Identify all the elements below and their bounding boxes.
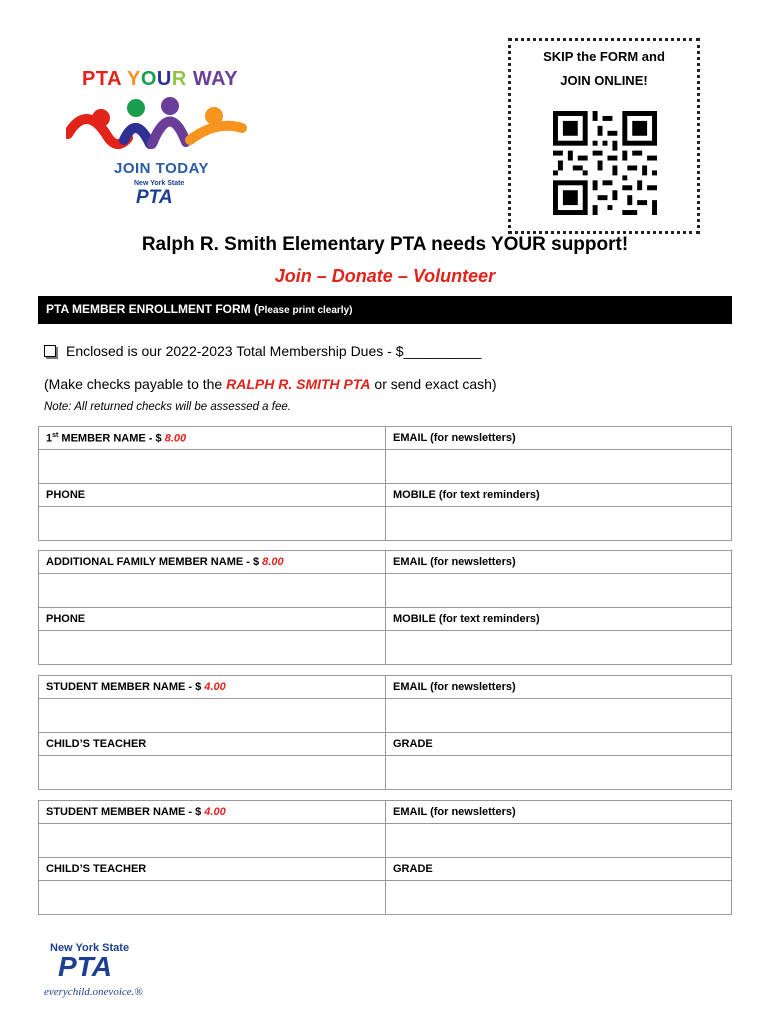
member-section-4 [38, 800, 732, 915]
qr-line-1: SKIP the FORM and [543, 49, 665, 64]
footer-state-text: New York State [50, 942, 130, 954]
teacher-field[interactable] [39, 756, 386, 790]
pta-your-way-logo [60, 60, 260, 220]
people-figures-icon [66, 94, 256, 160]
phone-label: PHONE [39, 484, 386, 507]
join-today-text: JOIN TODAY [114, 160, 210, 177]
footer-pta-text: PTA [58, 951, 112, 982]
form-title-bar [38, 296, 732, 324]
mobile-field[interactable] [386, 631, 732, 665]
returned-check-note: Note: All returned checks will be assessed a fee. [44, 401, 291, 413]
form-title: PTA MEMBER ENROLLMENT FORM (Please print clearly) [46, 302, 353, 316]
student-name-field[interactable] [39, 824, 386, 858]
logo-pta-text: PTA [136, 187, 173, 208]
teacher-label: CHILD’S TEACHER [39, 733, 386, 756]
phone-label: PHONE [39, 608, 386, 631]
mobile-field[interactable] [386, 507, 732, 541]
member-name-field[interactable] [39, 450, 386, 484]
email-field[interactable] [386, 574, 732, 608]
grade-label: GRADE [386, 858, 732, 881]
logo-title: PTA YOUR WAY [82, 68, 239, 90]
qr-code-icon[interactable] [553, 111, 657, 215]
logo-state-text: New York State [134, 180, 185, 187]
nys-pta-footer-logo [44, 942, 154, 1002]
teacher-field[interactable] [39, 881, 386, 915]
email-field[interactable] [386, 450, 732, 484]
grade-field[interactable] [386, 881, 732, 915]
checks-instruction: (Make checks payable to the RALPH R. SMITH PTA or send exact cash) [44, 376, 497, 392]
phone-field[interactable] [39, 631, 386, 665]
member-section-1 [38, 426, 732, 541]
grade-field[interactable] [386, 756, 732, 790]
mobile-label: MOBILE (for text reminders) [386, 484, 732, 507]
page-title: Ralph R. Smith Elementary PTA needs YOUR support! [141, 234, 629, 255]
mobile-label: MOBILE (for text reminders) [386, 608, 732, 631]
student-name-label: STUDENT MEMBER NAME - $ 4.00 [39, 676, 386, 699]
footer-tagline: everychild.onevoice.® [44, 986, 143, 998]
student-name-label: STUDENT MEMBER NAME - $ 4.00 [39, 801, 386, 824]
member-section-2 [38, 550, 732, 665]
page-subtitle: Join – Donate – Volunteer [274, 266, 496, 286]
member-name-label: 1st MEMBER NAME - $ 8.00 [39, 427, 386, 450]
dues-text: Enclosed is our 2022-2023 Total Membership Dues - $__________ [66, 343, 482, 359]
dues-line [44, 343, 481, 359]
qr-code-box[interactable] [508, 38, 700, 234]
qr-line-2: JOIN ONLINE! [560, 73, 648, 88]
member-name-label: ADDITIONAL FAMILY MEMBER NAME - $ 8.00 [39, 551, 386, 574]
grade-label: GRADE [386, 733, 732, 756]
dues-checkbox[interactable] [44, 345, 56, 357]
email-label: EMAIL (for newsletters) [386, 676, 732, 699]
student-name-field[interactable] [39, 699, 386, 733]
phone-field[interactable] [39, 507, 386, 541]
email-field[interactable] [386, 699, 732, 733]
email-field[interactable] [386, 824, 732, 858]
email-label: EMAIL (for newsletters) [386, 427, 732, 450]
email-label: EMAIL (for newsletters) [386, 801, 732, 824]
teacher-label: CHILD’S TEACHER [39, 858, 386, 881]
member-name-field[interactable] [39, 574, 386, 608]
email-label: EMAIL (for newsletters) [386, 551, 732, 574]
member-section-3 [38, 675, 732, 790]
